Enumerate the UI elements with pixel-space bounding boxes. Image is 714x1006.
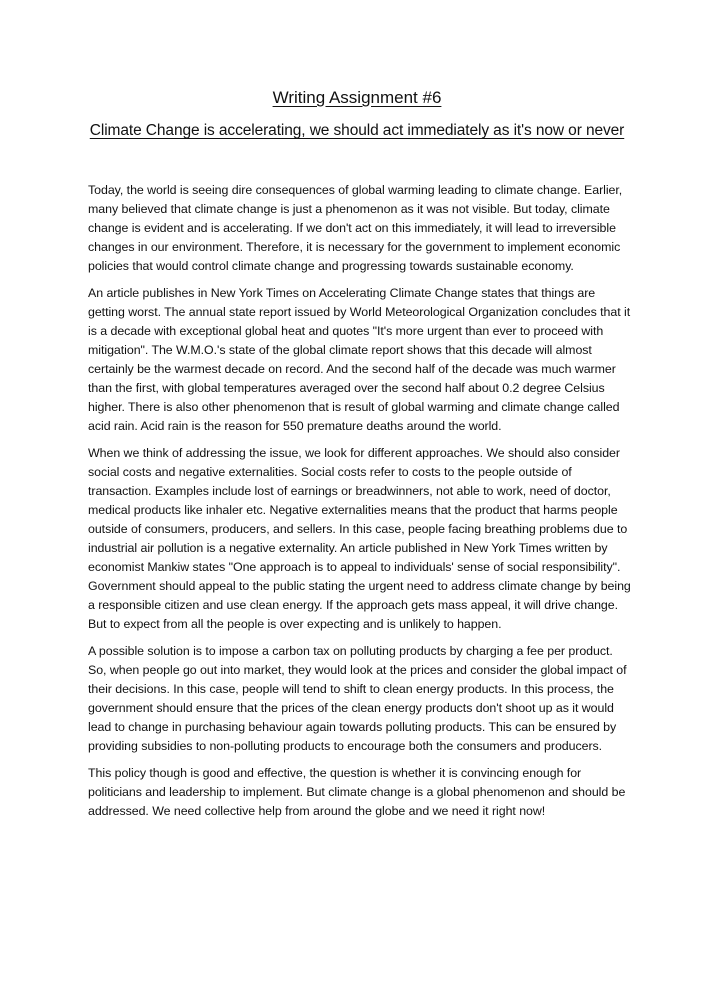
paragraph-intro: Today, the world is seeing dire consequences of global warming leading to climate change. Earlier, many believed that climate change is just a phenomenon as it was not visible. But today, climate change is evident and is accelerating. If we don't act on this immediately, it will lead to irreversible changes in our environment. Therefore, it is necessary for the government to implement economic policies that would control climate change and progressing towards sustainable economy. [88,183,623,273]
paragraph-solution: A possible solution is to impose a carbon tax on polluting products by charging a fee per product. So, when people go out into market, they would look at the prices and consider the global impact of their decisions. In this case, people will tend to shift to clean energy products. In this process, the government should ensure that the prices of the clean energy products don't shoot up as it would lead to change in purchasing behaviour again towards polluting products. This can be ensured by providing subsidies to non-polluting products to encourage both the consumers and producers. [88,644,627,753]
document-body [88,181,634,829]
paragraph-article: An article publishes in New York Times on Accelerating Climate Change states that things are getting worst. The annual state report issued by World Meteorological Organization concludes that it is a decade with exceptional global heat and quotes "It's more urgent than ever to proceed with mitigation". The W.M.O.'s state of the global climate report shows that this decade will almost certainly be the warmest decade on record. And the second half of the decade was much warmer than the first, with global temperatures averaged over the second half about 0.2 degree Celsius higher. There is also other phenomenon that is result of global warming and climate change called acid rain. Acid rain is the reason for 550 premature deaths around the world. [88,286,631,433]
page-subtitle: Climate Change is accelerating, we should act immediately as it's now or never [89,122,625,139]
page-title: Writing Assignment #6 [272,88,442,107]
paragraph-conclusion: This policy though is good and effective, the question is whether it is convincing enough for politicians and leadership to implement. But climate change is a global phenomenon and should be addressed. We need collective help from around the globe and we need it right now! [88,766,626,818]
paragraph-approaches: When we think of addressing the issue, we look for different approaches. We should also consider social costs and negative externalities. Social costs refer to costs to the people outside of transaction. Examples include lost of earnings or breadwinners, not able to work, need of doctor, medical products like inhaler etc. Negative externalities means that the product that harms people outside of consumers, producers, and sellers. In this case, people facing breathing problems due to industrial air pollution is a negative externality. An article published in New York Times written by economist Mankiw states "One approach is to appeal to individuals' sense of social responsibility". Government should appeal to the public stating the urgent need to address climate change by being a responsible citizen and use clean energy. If the approach gets mass appeal, it will drive change. But to expect from all the people is over expecting and is unlikely to happen. [88,446,631,631]
